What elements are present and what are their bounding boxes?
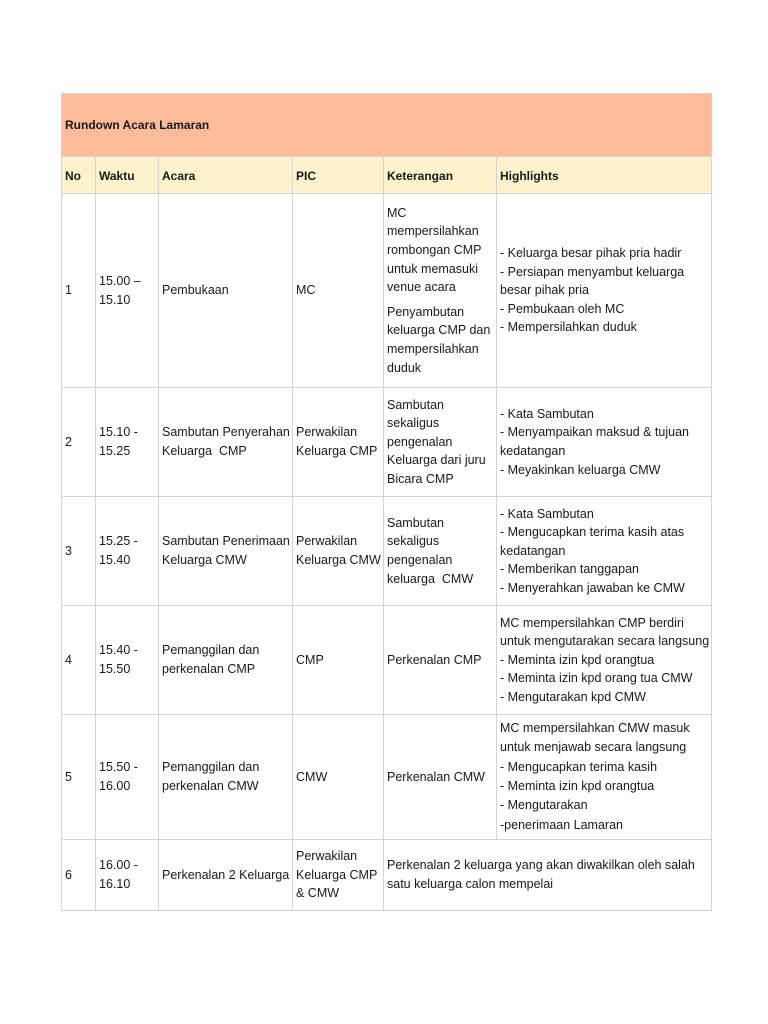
- waktu-line: 15.40: [99, 553, 131, 567]
- pic-line: & CMW: [296, 886, 340, 901]
- cell-acara: [159, 497, 293, 606]
- highlight-line: - Meminta izin kpd orang tua CMW: [500, 671, 693, 686]
- pic-line: Perwakilan: [296, 425, 358, 440]
- keterangan-line: keluarga CMW: [387, 571, 474, 586]
- highlight-line: - Mempersilahkan duduk: [500, 320, 637, 335]
- highlight-line: - Menyerahkan jawaban ke CMW: [500, 580, 685, 595]
- keterangan-paragraph: [387, 651, 494, 670]
- keterangan-line: Perkenalan 2 keluarga yang akan diwakilkan oleh salah: [387, 858, 695, 873]
- waktu-line: 15.00 –: [99, 273, 141, 288]
- keterangan-line: sekaligus: [387, 416, 440, 431]
- keterangan-line: Sambutan: [387, 397, 444, 412]
- header-acara: Acara: [159, 157, 293, 194]
- acara-line: Perkenalan 2 Keluarga: [162, 867, 290, 882]
- title-row: [62, 94, 712, 157]
- waktu-line: 16.00 -: [99, 858, 138, 873]
- pic-line: Keluarga CMP: [296, 444, 378, 458]
- keterangan-line: Perkenalan CMW: [387, 769, 485, 784]
- keterangan-paragraph: [387, 514, 494, 588]
- header-waktu: Waktu: [96, 157, 159, 194]
- highlight-line: untuk mengutarakan secara langsung: [500, 634, 710, 649]
- table-row: [62, 606, 712, 715]
- acara-line: Pemanggilan dan: [162, 643, 260, 658]
- keterangan-line: mempersilahkan: [387, 224, 479, 239]
- acara-line: Keluarga CMW: [162, 553, 247, 567]
- acara-line: Sambutan Penyerahan: [162, 425, 290, 440]
- keterangan-line: Perkenalan CMP: [387, 652, 482, 667]
- highlight-line: - Meminta izin kpd orangtua: [500, 779, 655, 793]
- highlight-line: - Kata Sambutan: [500, 506, 594, 521]
- cell-keterangan-merged: [384, 840, 712, 911]
- waktu-line: 15.25 -: [99, 534, 138, 549]
- keterangan-line: venue acara: [387, 280, 456, 295]
- cell-highlights: [497, 194, 712, 388]
- rundown-table: [61, 93, 712, 911]
- highlight-line: - Menyampaikan maksud & tujuan: [500, 425, 689, 440]
- highlight-line: - Meyakinkan keluarga CMW: [500, 462, 661, 477]
- keterangan-paragraph: [387, 204, 494, 297]
- cell-acara: [159, 388, 293, 497]
- keterangan-line: mempersilahkan: [387, 341, 479, 356]
- pic-line: CMP: [296, 652, 324, 667]
- highlight-line: - Memberikan tanggapan: [500, 562, 639, 577]
- waktu-line: 15.10 -: [99, 425, 138, 440]
- keterangan-line: sekaligus: [387, 534, 440, 549]
- waktu-line: 15.10: [99, 292, 131, 307]
- cell-waktu: [96, 606, 159, 715]
- header-highlights: Highlights: [497, 157, 712, 194]
- cell-acara: [159, 194, 293, 388]
- keterangan-line: untuk memasuki: [387, 261, 479, 276]
- highlight-line: - Persiapan menyambut keluarga: [500, 264, 685, 279]
- keterangan-line: rombongan CMP: [387, 243, 482, 258]
- highlight-line: kedatangan: [500, 444, 566, 458]
- cell-keterangan: [384, 194, 497, 388]
- acara-line: Keluarga CMP: [162, 444, 247, 458]
- table-row: [62, 388, 712, 497]
- cell-pic: [293, 840, 384, 911]
- keterangan-line: Bicara CMP: [387, 471, 454, 486]
- cell-pic: [293, 194, 384, 388]
- pic-line: Perwakilan: [296, 849, 358, 864]
- keterangan-line: Penyambutan: [387, 304, 465, 319]
- cell-pic: [293, 388, 384, 497]
- highlight-line: - Pembukaan oleh MC: [500, 301, 625, 316]
- keterangan-line: satu keluarga calon mempelai: [387, 877, 554, 891]
- highlight-line: MC mempersilahkan CMW masuk: [500, 720, 690, 735]
- cell-acara: [159, 606, 293, 715]
- highlight-line: untuk menjawab secara langsung: [500, 740, 687, 755]
- table-row: [62, 194, 712, 388]
- table-row: [62, 715, 712, 840]
- header-row: [62, 157, 712, 194]
- highlight-line: kedatangan: [500, 543, 566, 558]
- highlight-line: - Mengutarakan kpd CMW: [500, 689, 646, 704]
- keterangan-line: pengenalan: [387, 553, 453, 567]
- cell-acara: [159, 840, 293, 911]
- table-row: [62, 497, 712, 606]
- acara-line: Pembukaan: [162, 283, 229, 298]
- keterangan-line: Keluarga dari juru: [387, 453, 486, 468]
- highlight-line: - Mengutarakan: [500, 798, 588, 813]
- cell-acara: [159, 715, 293, 840]
- keterangan-line: MC: [387, 205, 407, 220]
- cell-keterangan: [384, 388, 497, 497]
- highlight-line: - Meminta izin kpd orangtua: [500, 652, 655, 667]
- cell-highlights: [497, 606, 712, 715]
- table-row: [62, 840, 712, 911]
- header-keterangan: Keterangan: [384, 157, 497, 194]
- header-pic: PIC: [293, 157, 384, 194]
- page-title: Rundown Acara Lamaran: [62, 94, 712, 157]
- cell-waktu: [96, 715, 159, 840]
- cell-pic: [293, 606, 384, 715]
- cell-no: 2: [62, 388, 96, 497]
- waktu-line: 15.50: [99, 662, 131, 676]
- waktu-line: 15.25: [99, 444, 131, 458]
- acara-line: perkenalan CMP: [162, 662, 256, 676]
- highlight-line: - Kata Sambutan: [500, 406, 594, 421]
- keterangan-line: Sambutan: [387, 515, 444, 530]
- highlight-line: besar pihak pria: [500, 283, 589, 298]
- acara-line: Sambutan Penerimaan: [162, 534, 290, 549]
- pic-line: Perwakilan: [296, 534, 358, 549]
- cell-highlights: [497, 715, 712, 840]
- cell-no: 6: [62, 840, 96, 911]
- keterangan-line: pengenalan: [387, 434, 453, 449]
- cell-keterangan: [384, 497, 497, 606]
- cell-waktu: [96, 388, 159, 497]
- highlight-line: - Mengucapkan terima kasih: [500, 759, 658, 774]
- cell-keterangan: [384, 606, 497, 715]
- pic-line: CMW: [296, 769, 328, 784]
- cell-no: 5: [62, 715, 96, 840]
- pic-line: Keluarga CMW: [296, 553, 381, 567]
- highlight-line: -penerimaan Lamaran: [500, 817, 623, 832]
- header-no: No: [62, 157, 96, 194]
- keterangan-line: duduk: [387, 360, 422, 375]
- highlight-line: - Keluarga besar pihak pria hadir: [500, 246, 682, 261]
- acara-line: Pemanggilan dan: [162, 760, 260, 775]
- cell-pic: [293, 715, 384, 840]
- keterangan-paragraph: [387, 396, 494, 489]
- waktu-line: 16.00: [99, 779, 131, 793]
- keterangan-paragraph: [387, 303, 494, 377]
- acara-line: perkenalan CMW: [162, 779, 259, 793]
- keterangan-line: keluarga CMP dan: [387, 323, 491, 338]
- cell-no: 3: [62, 497, 96, 606]
- cell-highlights: [497, 497, 712, 606]
- cell-no: 4: [62, 606, 96, 715]
- highlight-line: MC mempersilahkan CMP berdiri: [500, 615, 684, 630]
- cell-pic: [293, 497, 384, 606]
- waktu-line: 15.40 -: [99, 643, 138, 658]
- keterangan-paragraph: [387, 768, 494, 787]
- cell-keterangan: [384, 715, 497, 840]
- cell-waktu: [96, 840, 159, 911]
- cell-highlights: [497, 388, 712, 497]
- waktu-line: 15.50 -: [99, 760, 138, 775]
- cell-waktu: [96, 194, 159, 388]
- highlight-line: - Mengucapkan terima kasih atas: [500, 525, 685, 540]
- cell-no: 1: [62, 194, 96, 388]
- pic-line: Keluarga CMP: [296, 867, 378, 882]
- pic-line: MC: [296, 283, 316, 298]
- waktu-line: 16.10: [99, 877, 131, 891]
- cell-waktu: [96, 497, 159, 606]
